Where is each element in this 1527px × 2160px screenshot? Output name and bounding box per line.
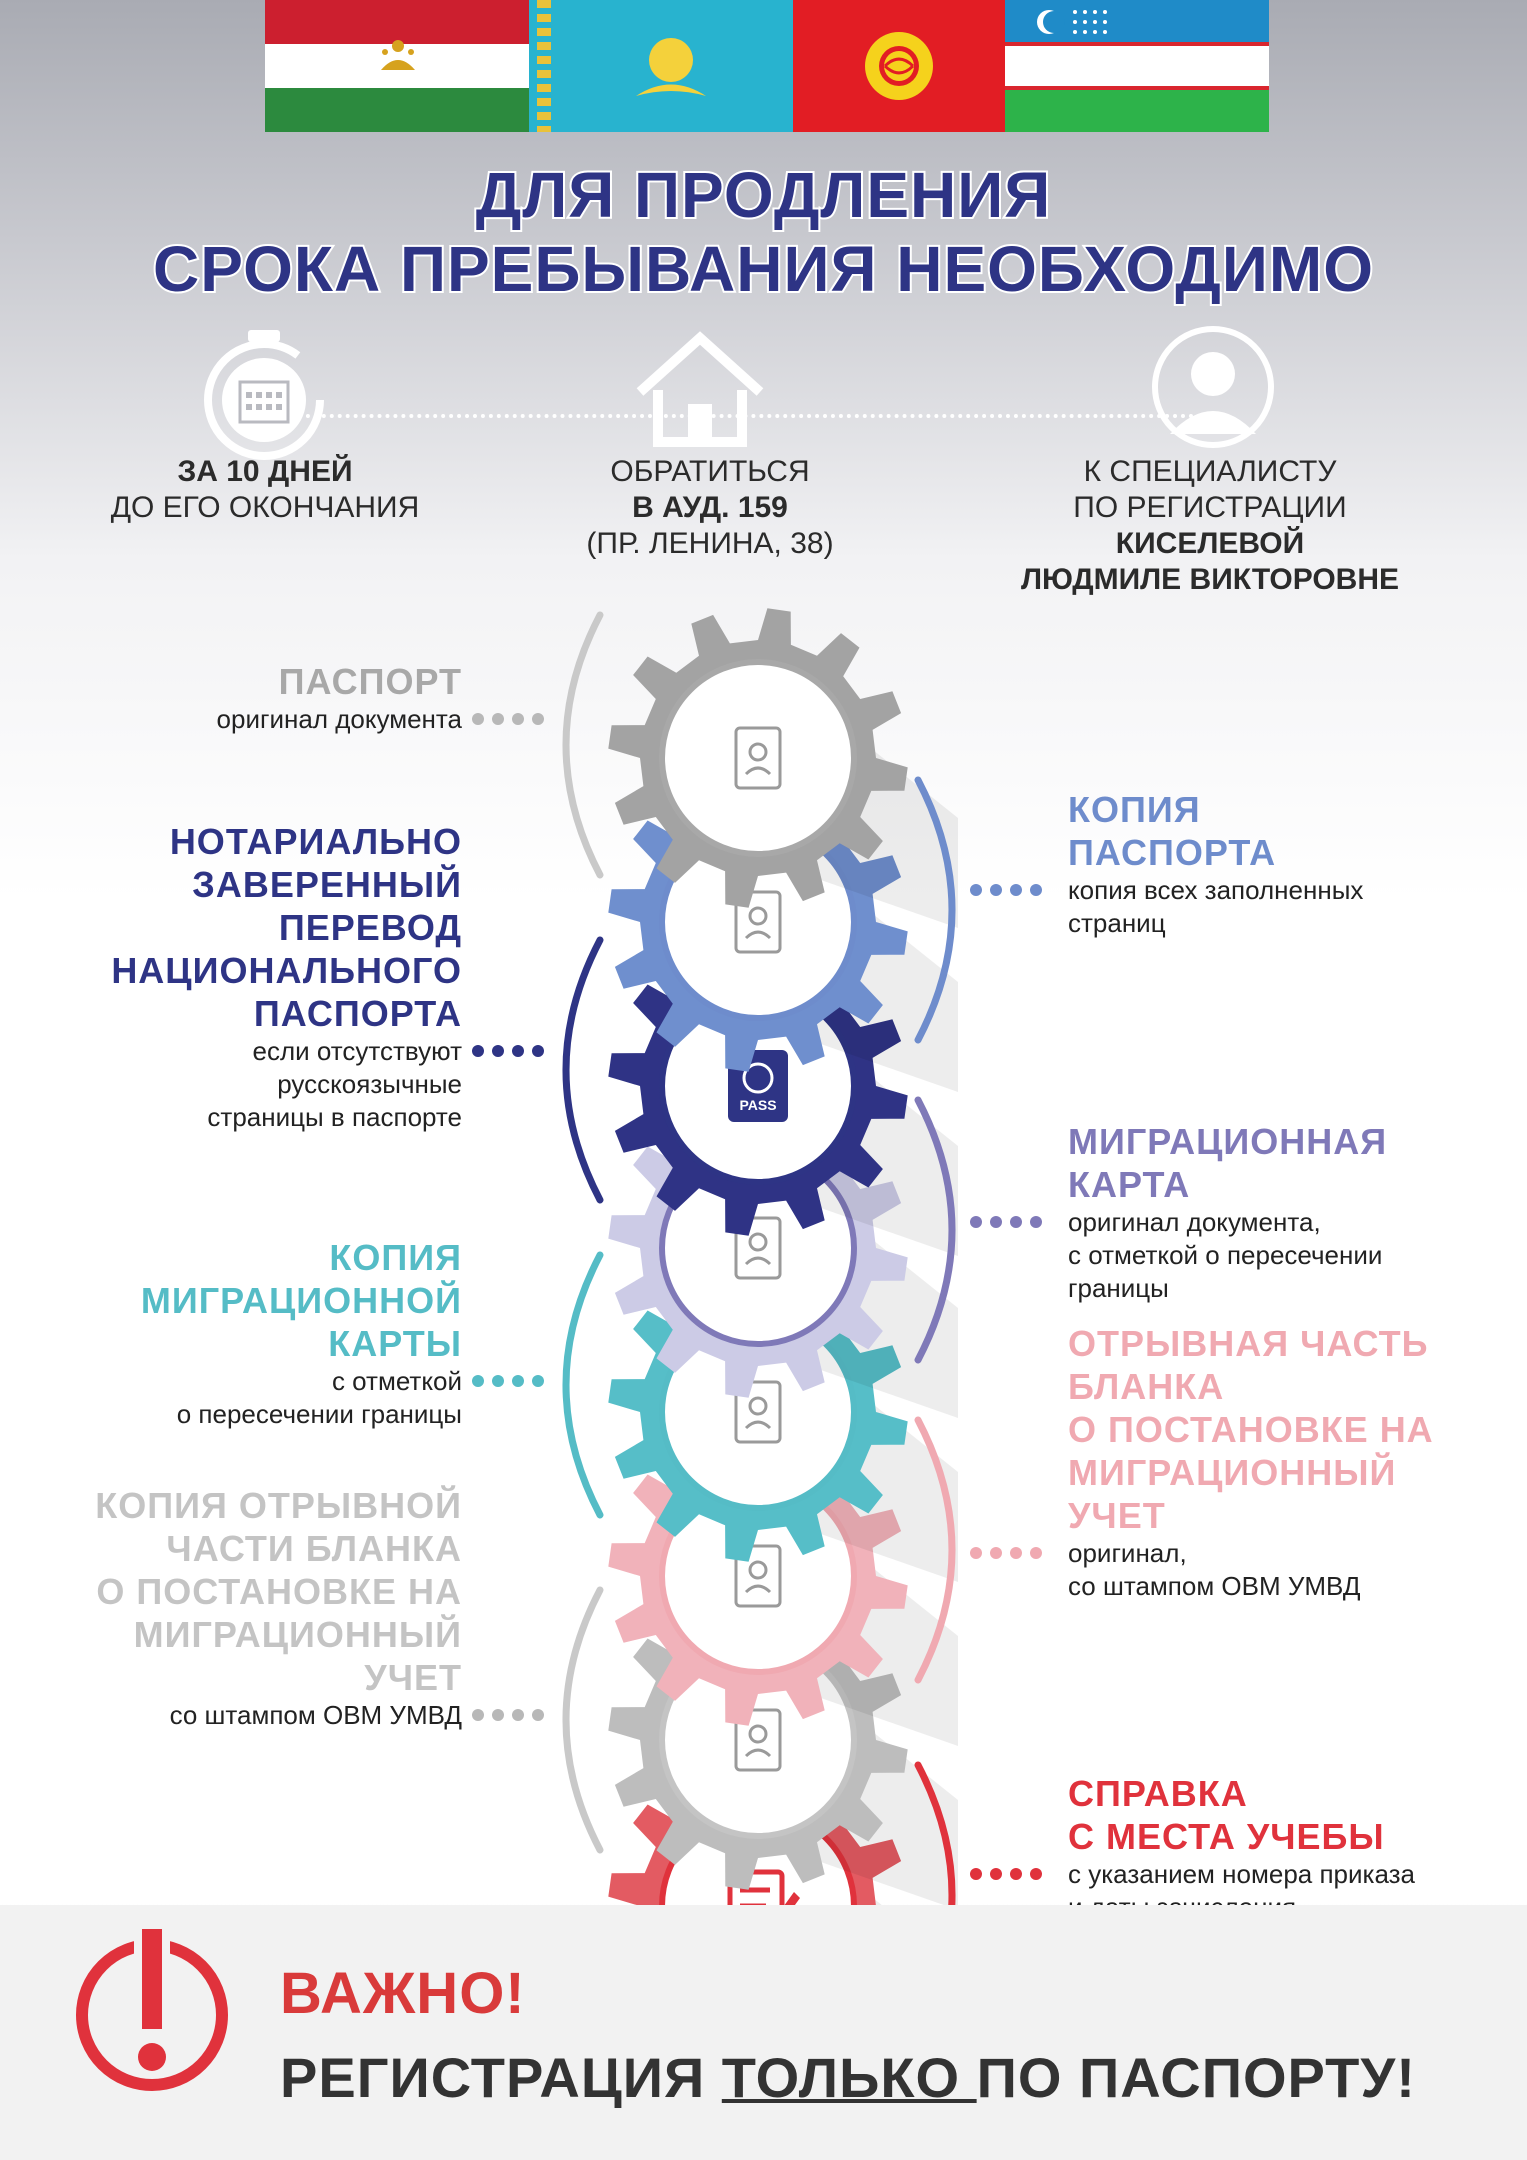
document-description: оригинал, со штампом ОВМ УМВД (1068, 1538, 1361, 1601)
registration-note-before: РЕГИСТРАЦИЯ (280, 2046, 722, 2109)
dot-connector (472, 1045, 552, 1057)
dot-connector (970, 1547, 1050, 1559)
document-label: ПАСПОРТ (278, 661, 462, 702)
document-description: копия всех заполненных страниц (1068, 875, 1364, 938)
registration-note-emph: ТОЛЬКО (721, 2046, 977, 2109)
document-item-1 (22, 660, 462, 736)
document-label: СПРАВКА С МЕСТА УЧЕБЫ (1068, 1773, 1385, 1857)
specialist-name-2: ЛЮДМИЛЕ ВИКТОРОВНЕ (1020, 563, 1400, 596)
bracket-arc-5 (566, 1255, 600, 1515)
specialist-line-1: К СПЕЦИАЛИСТУ (1083, 455, 1337, 488)
bracket-arc-7 (566, 1590, 600, 1850)
document-description: оригинал документа, с отметкой о пересечении границы (1068, 1207, 1383, 1303)
dot-connector (472, 713, 552, 725)
registration-note-after: ПО ПАСПОРТУ! (976, 2046, 1416, 2109)
deadline-text: ДО ЕГО ОКОНЧАНИЯ (110, 491, 420, 524)
bracket-arc-4 (918, 1100, 952, 1360)
place-address: (ПР. ЛЕНИНА, 38) (586, 527, 834, 560)
document-label: МИГРАЦИОННАЯ КАРТА (1068, 1121, 1388, 1205)
document-item-6 (1068, 1322, 1508, 1603)
dot-connector (970, 1868, 1050, 1880)
important-title: ВАЖНО! (280, 1961, 526, 2026)
document-description: со штампом ОВМ УМВД (169, 1700, 462, 1730)
document-item-2 (1068, 788, 1508, 940)
document-item-5 (22, 1236, 462, 1431)
bracket-arc-6 (918, 1420, 952, 1680)
document-label: НОТАРИАЛЬНО ЗАВЕРЕННЫЙ ПЕРЕВОД НАЦИОНАЛЬНОГО ПАСПОРТА (111, 821, 462, 1034)
place-bold: В АУД. 159 (632, 491, 788, 524)
document-label: ОТРЫВНАЯ ЧАСТЬ БЛАНКА О ПОСТАНОВКЕ НА МИГРАЦИОННЫЙ УЧЕТ (1068, 1323, 1434, 1536)
title-line-1: ДЛЯ ПРОДЛЕНИЯ (475, 159, 1052, 231)
pass-icon-text: PASS (739, 1097, 777, 1113)
place-text: ОБРАТИТЬСЯ (610, 455, 810, 488)
document-item-8 (1068, 1772, 1508, 1924)
document-description: оригинал документа (216, 704, 462, 734)
bracket-arc-1 (566, 615, 600, 875)
dot-connector (472, 1375, 552, 1387)
registration-note (280, 2045, 1416, 2110)
dot-connector (472, 1709, 552, 1721)
document-description: с указанием номера приказа (1068, 1859, 1416, 1889)
exclamation-icon (62, 1915, 242, 2095)
dot-connector (970, 884, 1050, 896)
document-item-3 (22, 820, 462, 1134)
document-label: КОПИЯ МИГРАЦИОННОЙ КАРТЫ (140, 1237, 462, 1364)
title-line-2: СРОКА ПРЕБЫВАНИЯ НЕОБХОДИМО (153, 233, 1374, 305)
specialist-name-1: КИСЕЛЕВОЙ (1115, 527, 1305, 560)
document-item-7 (22, 1484, 462, 1732)
specialist-line-2: ПО РЕГИСТРАЦИИ (1073, 491, 1347, 524)
dot-connector (970, 1216, 1050, 1228)
deadline-bold: ЗА 10 ДНЕЙ (177, 455, 353, 488)
document-description: с отметкой о пересечении границы (176, 1366, 462, 1429)
document-label: КОПИЯ ПАСПОРТА (1068, 789, 1277, 873)
bracket-arc-2 (918, 780, 952, 1040)
document-label: КОПИЯ ОТРЫВНОЙ ЧАСТИ БЛАНКА О ПОСТАНОВКЕ НА МИГРАЦИОННЫЙ УЧЕТ (95, 1485, 462, 1698)
document-description: если отсутствуют русскоязычные страницы в паспорте (207, 1036, 462, 1132)
document-item-4 (1068, 1120, 1508, 1305)
bracket-arc-3 (566, 940, 600, 1200)
